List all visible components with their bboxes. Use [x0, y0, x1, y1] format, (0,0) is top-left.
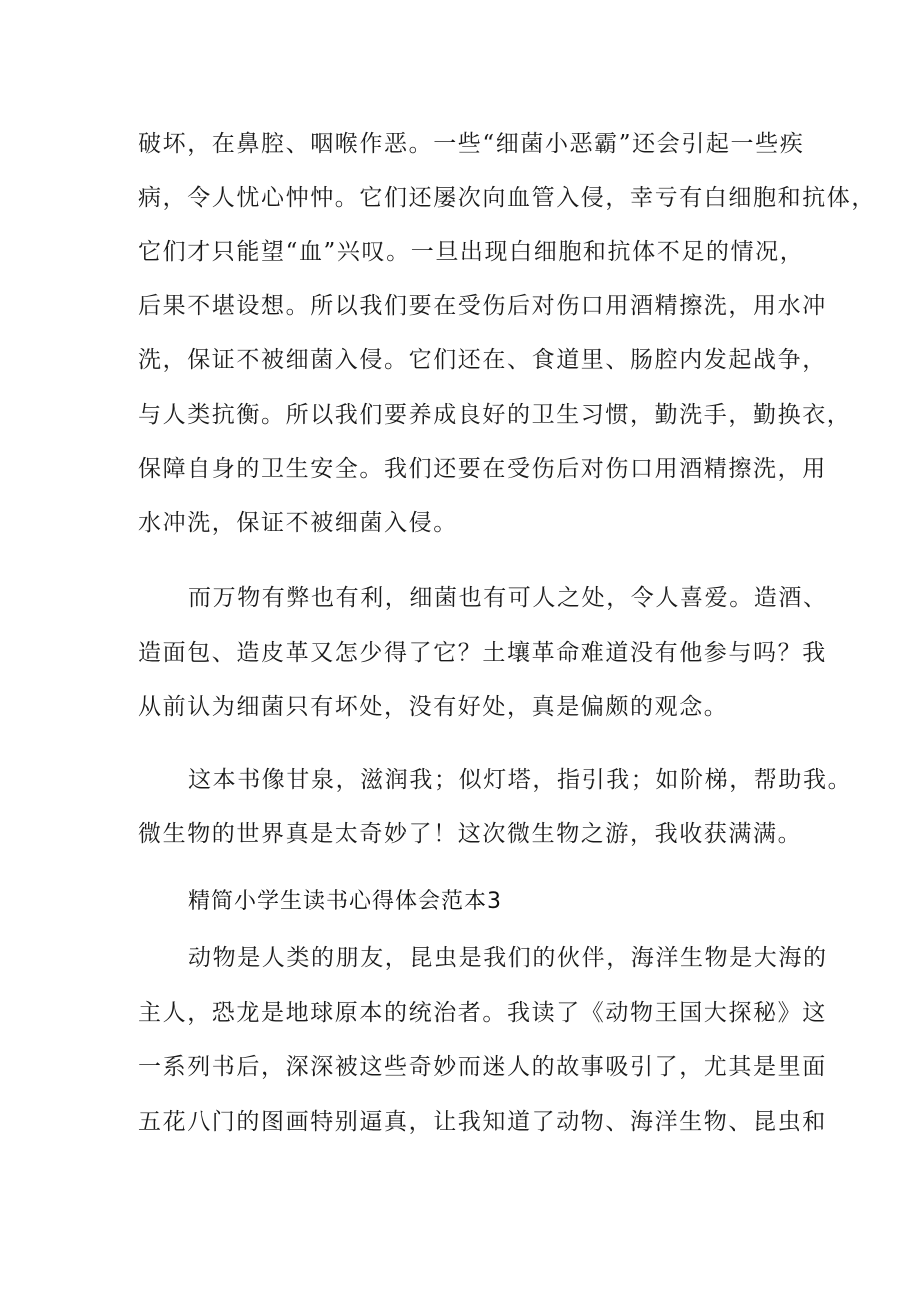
text-line: 而万物有弊也有利，细菌也有可人之处，令人喜爱。造酒、 — [188, 585, 828, 611]
text-line: 从前认为细菌只有坏处，没有好处，真是偏颇的观念。 — [138, 694, 729, 720]
text-line: 后果不堪设想。所以我们要在受伤后对伤口用酒精擦洗，用水冲 — [138, 293, 827, 319]
text-line: 保障自身的卫生安全。我们还要在受伤后对伤口用酒精擦洗，用 — [138, 456, 827, 482]
text-line: 洗，保证不被细菌入侵。它们还在、食道里、肠腔内发起战争， — [138, 347, 827, 373]
text-line: 动物是人类的朋友，昆虫是我们的伙伴，海洋生物是大海的 — [188, 945, 828, 971]
text-line: 这本书像甘泉，滋润我；似灯塔，指引我；如阶梯，帮助我。 — [188, 767, 853, 793]
text-line: 主人，恐龙是地球原本的统治者。我读了《动物王国大探秘》这 — [138, 1000, 827, 1026]
text-line: 破坏，在鼻腔、咽喉作恶。一些“细菌小恶霸”还会引起一些疾 — [138, 131, 805, 157]
text-line: 一系列书后，深深被这些奇妙而迷人的故事吸引了，尤其是里面 — [138, 1054, 827, 1080]
text-line: 造面包、造皮革又怎少得了它？土壤革命难道没有他参与吗？我 — [138, 640, 827, 666]
text-line: 它们才只能望“血”兴叹。一旦出现白细胞和抗体不足的情况， — [138, 239, 805, 265]
text-line: 微生物的世界真是太奇妙了！这次微生物之游，我收获满满。 — [138, 821, 803, 847]
text-line: 五花八门的图画特别逼真，让我知道了动物、海洋生物、昆虫和 — [138, 1109, 827, 1135]
text-line: 与人类抗衡。所以我们要养成良好的卫生习惯，勤洗手，勤换衣， — [138, 402, 852, 428]
section-heading: 精简小学生读书心得体会范本3 — [188, 889, 502, 914]
text-line: 病，令人忧心忡忡。它们还屡次向血管入侵，幸亏有白细胞和抗体， — [138, 185, 876, 211]
text-line: 水冲洗，保证不被细菌入侵。 — [138, 510, 458, 536]
